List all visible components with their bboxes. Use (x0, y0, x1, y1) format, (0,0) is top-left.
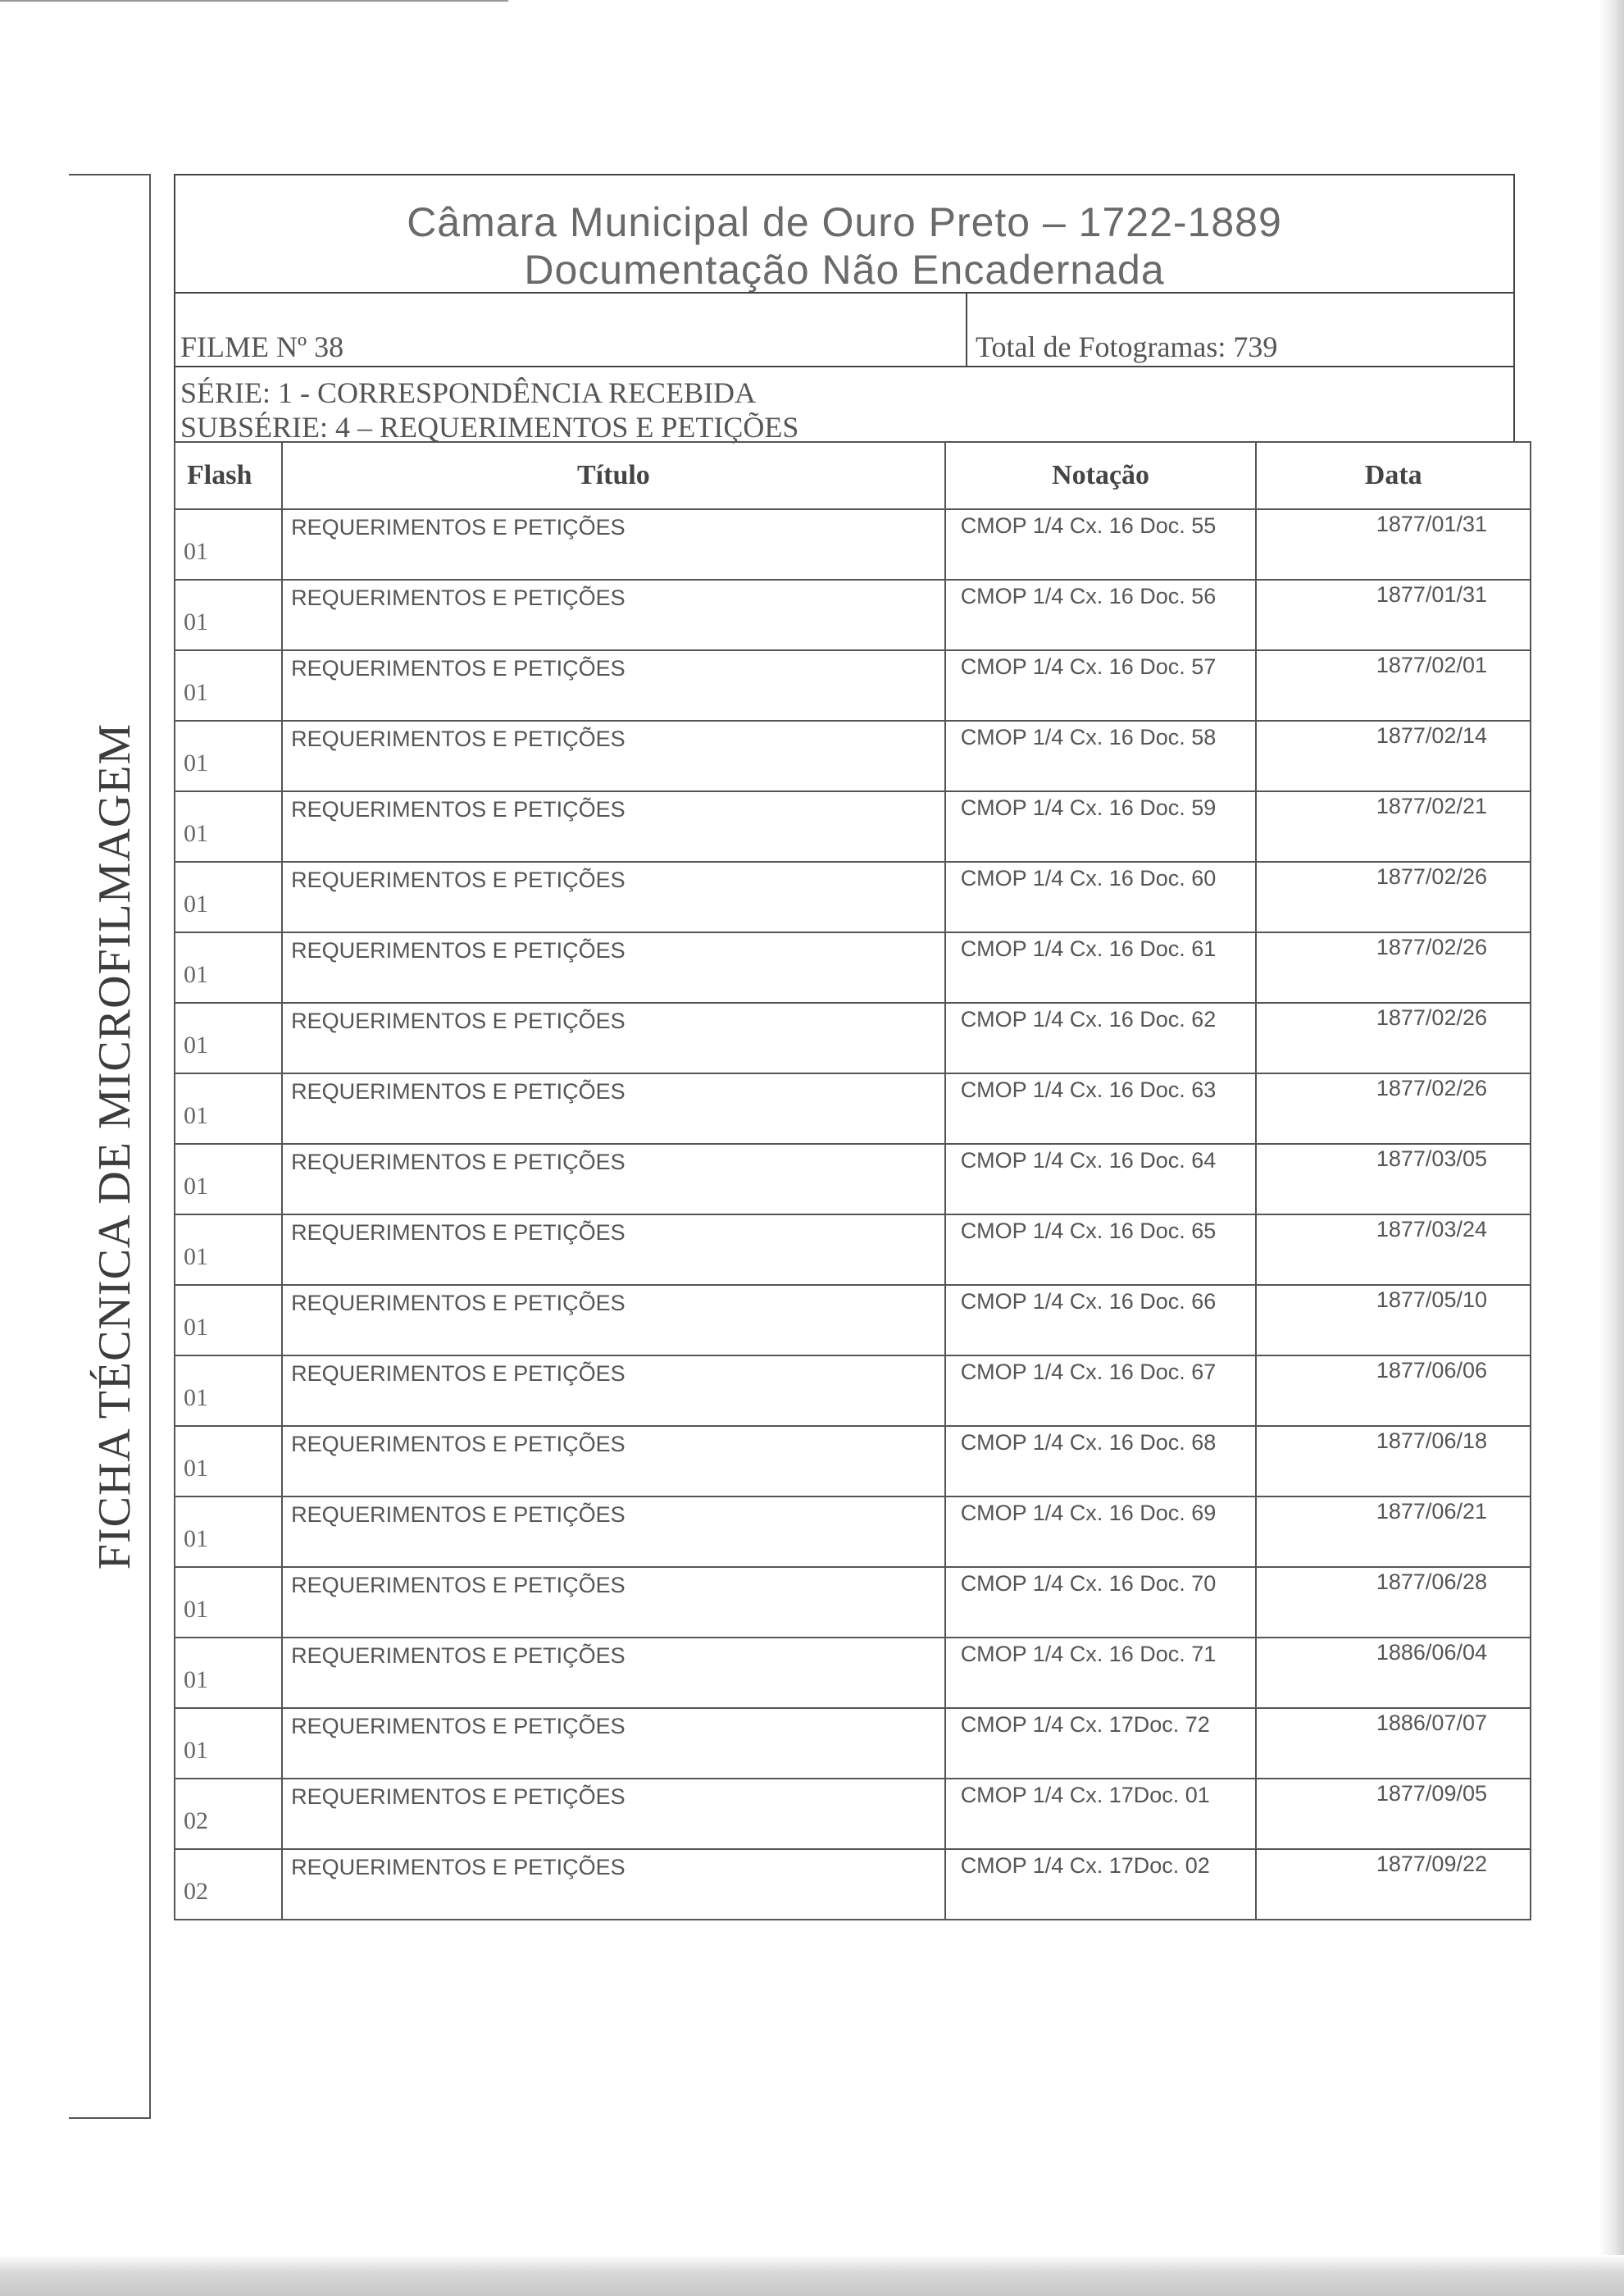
cell-titulo (282, 1567, 945, 1638)
cell-notacao-text: CMOP 1/4 Cx. 16 Doc. 61 (960, 936, 1217, 961)
cell-flash-text: 01 (184, 1737, 208, 1764)
cell-flash-text: 01 (184, 961, 208, 988)
table-row (175, 791, 1531, 862)
cell-flash-text: 01 (184, 749, 208, 777)
cell-flash-text: 01 (184, 608, 208, 636)
cell-titulo (282, 791, 945, 862)
cell-notacao-text: CMOP 1/4 Cx. 17Doc. 01 (960, 1783, 1210, 1807)
table-row (175, 862, 1531, 932)
cell-notacao-text: CMOP 1/4 Cx. 16 Doc. 55 (960, 513, 1217, 538)
cell-flash (175, 650, 282, 721)
cell-notacao-text: CMOP 1/4 Cx. 17Doc. 02 (960, 1853, 1210, 1878)
cell-notacao (945, 1849, 1257, 1920)
cell-titulo-text: REQUERIMENTOS E PETIÇÕES (291, 656, 625, 681)
cell-flash-text: 01 (184, 679, 208, 706)
cell-titulo-text: REQUERIMENTOS E PETIÇÕES (291, 797, 625, 822)
cell-titulo (282, 1214, 945, 1285)
cell-titulo-text: REQUERIMENTOS E PETIÇÕES (291, 1361, 625, 1386)
cell-notacao-text: CMOP 1/4 Cx. 16 Doc. 70 (960, 1571, 1217, 1596)
cell-data (1256, 580, 1531, 650)
cell-data-text: 1877/06/21 (1376, 1499, 1487, 1524)
cell-flash-text: 01 (184, 1314, 208, 1341)
cell-titulo (282, 1708, 945, 1779)
cell-titulo (282, 932, 945, 1003)
table-body (175, 509, 1531, 1920)
table-row (175, 1708, 1531, 1779)
cell-titulo (282, 862, 945, 932)
cell-notacao (945, 509, 1257, 580)
cell-titulo-text: REQUERIMENTOS E PETIÇÕES (291, 585, 625, 610)
cell-data (1256, 932, 1531, 1003)
table-row (175, 1285, 1531, 1355)
cell-notacao (945, 1285, 1257, 1355)
table-row (175, 1426, 1531, 1496)
cell-data-text: 1877/02/26 (1376, 1005, 1487, 1030)
cell-data (1256, 1144, 1531, 1214)
cell-titulo-text: REQUERIMENTOS E PETIÇÕES (291, 1643, 625, 1668)
cell-notacao-text: CMOP 1/4 Cx. 16 Doc. 64 (960, 1148, 1217, 1173)
table-row (175, 1638, 1531, 1708)
cell-notacao (945, 791, 1257, 862)
cell-flash (175, 1496, 282, 1567)
cell-notacao (945, 580, 1257, 650)
cell-notacao-text: CMOP 1/4 Cx. 16 Doc. 66 (960, 1289, 1217, 1314)
cell-notacao-text: CMOP 1/4 Cx. 16 Doc. 58 (960, 725, 1217, 749)
cell-flash (175, 1567, 282, 1638)
table-row (175, 1849, 1531, 1920)
table-header-row (175, 442, 1531, 509)
cell-flash-text: 01 (184, 1525, 208, 1552)
cell-titulo (282, 1779, 945, 1849)
cell-flash-text: 01 (184, 820, 208, 847)
cell-flash (175, 1779, 282, 1849)
cell-flash-text: 01 (184, 1666, 208, 1693)
cell-titulo (282, 1073, 945, 1144)
cell-flash-text: 01 (184, 1384, 208, 1411)
series-info (174, 367, 1515, 444)
table-row (175, 932, 1531, 1003)
cell-flash-text: 01 (184, 1455, 208, 1482)
column-header-data: Data (1256, 442, 1531, 509)
cell-titulo-text: REQUERIMENTOS E PETIÇÕES (291, 1291, 625, 1315)
cell-data-text: 1877/02/26 (1376, 864, 1487, 889)
table-row (175, 580, 1531, 650)
cell-titulo (282, 580, 945, 650)
cell-flash-text: 01 (184, 1032, 208, 1059)
cell-titulo-text: REQUERIMENTOS E PETIÇÕES (291, 938, 625, 963)
table-row (175, 1144, 1531, 1214)
cell-data-text: 1877/02/14 (1376, 723, 1487, 748)
cell-data (1256, 1214, 1531, 1285)
cell-data-text: 1877/03/05 (1376, 1146, 1487, 1171)
scan-shadow-bottom (0, 2255, 1624, 2296)
cell-flash (175, 1638, 282, 1708)
cell-data-text: 1877/06/06 (1376, 1358, 1487, 1383)
cell-titulo-text: REQUERIMENTOS E PETIÇÕES (291, 1855, 625, 1879)
cell-data-text: 1877/02/21 (1376, 794, 1487, 818)
cell-data (1256, 1496, 1531, 1567)
cell-titulo (282, 1426, 945, 1496)
subserie-label: SUBSÉRIE: 4 – REQUERIMENTOS E PETIÇÕES (180, 411, 799, 444)
cell-notacao (945, 1638, 1257, 1708)
cell-flash-text: 01 (184, 891, 208, 918)
cell-notacao-text: CMOP 1/4 Cx. 16 Doc. 62 (960, 1007, 1217, 1032)
cell-flash (175, 1426, 282, 1496)
cell-flash (175, 1073, 282, 1144)
form-title: Câmara Municipal de Ouro Preto – 1722-1889 (407, 199, 1282, 245)
cell-data (1256, 509, 1531, 580)
cell-notacao (945, 1003, 1257, 1073)
cell-notacao (945, 932, 1257, 1003)
cell-data-text: 1886/06/04 (1376, 1640, 1487, 1665)
table-row (175, 721, 1531, 791)
cell-flash-text: 01 (184, 1102, 208, 1129)
side-label: FICHA TÉCNICA DE MICROFILMAGEM (89, 722, 140, 1570)
cell-flash-text: 02 (184, 1878, 208, 1905)
cell-notacao-text: CMOP 1/4 Cx. 17Doc. 72 (960, 1712, 1210, 1737)
cell-notacao-text: CMOP 1/4 Cx. 16 Doc. 60 (960, 866, 1217, 891)
cell-notacao (945, 1073, 1257, 1144)
scan-shadow-right (1599, 0, 1624, 2296)
cell-notacao-text: CMOP 1/4 Cx. 16 Doc. 69 (960, 1501, 1217, 1525)
cell-titulo-text: REQUERIMENTOS E PETIÇÕES (291, 1573, 625, 1597)
table-row (175, 650, 1531, 721)
cell-flash (175, 1003, 282, 1073)
cell-data (1256, 1426, 1531, 1496)
cell-titulo (282, 1496, 945, 1567)
cell-flash-text: 01 (184, 1596, 208, 1623)
film-info-row (174, 292, 1515, 367)
cell-notacao (945, 721, 1257, 791)
form-subtitle: Documentação Não Encadernada (524, 247, 1165, 293)
cell-notacao-text: CMOP 1/4 Cx. 16 Doc. 56 (960, 584, 1217, 608)
cell-notacao (945, 1779, 1257, 1849)
cell-data (1256, 791, 1531, 862)
column-header-flash: Flash (175, 442, 282, 509)
cell-titulo (282, 1355, 945, 1426)
cell-titulo-text: REQUERIMENTOS E PETIÇÕES (291, 1502, 625, 1527)
cell-titulo-text: REQUERIMENTOS E PETIÇÕES (291, 1784, 625, 1809)
cell-data (1256, 1003, 1531, 1073)
cell-flash (175, 791, 282, 862)
table-row (175, 1355, 1531, 1426)
cell-flash (175, 862, 282, 932)
cell-data (1256, 1073, 1531, 1144)
cell-data-text: 1877/01/31 (1376, 512, 1487, 536)
cell-notacao-text: CMOP 1/4 Cx. 16 Doc. 65 (960, 1219, 1217, 1243)
film-number: FILME Nº 38 (180, 330, 344, 363)
cell-data (1256, 1638, 1531, 1708)
cell-data-text: 1877/02/01 (1376, 653, 1487, 677)
cell-data (1256, 862, 1531, 932)
cell-data-text: 1877/06/18 (1376, 1428, 1487, 1453)
cell-titulo-text: REQUERIMENTOS E PETIÇÕES (291, 1220, 625, 1245)
cell-notacao-text: CMOP 1/4 Cx. 16 Doc. 59 (960, 795, 1217, 820)
cell-titulo (282, 1849, 945, 1920)
cell-notacao (945, 650, 1257, 721)
cell-notacao (945, 1355, 1257, 1426)
frames-total: Total de Fotogramas: 739 (976, 330, 1278, 363)
cell-titulo (282, 1144, 945, 1214)
cell-notacao-text: CMOP 1/4 Cx. 16 Doc. 57 (960, 654, 1217, 679)
cell-titulo-text: REQUERIMENTOS E PETIÇÕES (291, 515, 625, 540)
cell-flash (175, 932, 282, 1003)
cell-data-text: 1877/03/24 (1376, 1217, 1487, 1241)
cell-data-text: 1877/06/28 (1376, 1569, 1487, 1594)
cell-notacao (945, 1426, 1257, 1496)
cell-data-text: 1886/07/07 (1376, 1711, 1487, 1735)
cell-flash (175, 1285, 282, 1355)
scan-top-rule (0, 0, 508, 2)
cell-notacao (945, 1708, 1257, 1779)
table-row (175, 1496, 1531, 1567)
column-header-titulo: Título (282, 442, 945, 509)
cell-notacao (945, 1144, 1257, 1214)
cell-data-text: 1877/05/10 (1376, 1287, 1487, 1312)
cell-notacao (945, 862, 1257, 932)
cell-titulo-text: REQUERIMENTOS E PETIÇÕES (291, 1432, 625, 1456)
cell-notacao (945, 1214, 1257, 1285)
cell-titulo (282, 650, 945, 721)
cell-titulo-text: REQUERIMENTOS E PETIÇÕES (291, 1009, 625, 1033)
cell-titulo-text: REQUERIMENTOS E PETIÇÕES (291, 868, 625, 892)
table-row (175, 1003, 1531, 1073)
cell-flash (175, 1708, 282, 1779)
cell-flash-text: 01 (184, 1173, 208, 1200)
table-row (175, 1214, 1531, 1285)
table-row (175, 1779, 1531, 1849)
cell-notacao-text: CMOP 1/4 Cx. 16 Doc. 67 (960, 1360, 1217, 1384)
form-header (174, 174, 1515, 292)
cell-notacao (945, 1496, 1257, 1567)
cell-titulo (282, 1285, 945, 1355)
table-row (175, 1073, 1531, 1144)
cell-titulo (282, 509, 945, 580)
cell-flash (175, 1849, 282, 1920)
cell-data-text: 1877/09/05 (1376, 1781, 1487, 1806)
table-row (175, 509, 1531, 580)
cell-flash (175, 580, 282, 650)
column-header-notacao: Notação (945, 442, 1257, 509)
cell-flash-text: 01 (184, 1243, 208, 1270)
cell-flash (175, 721, 282, 791)
cell-flash (175, 1144, 282, 1214)
cell-titulo-text: REQUERIMENTOS E PETIÇÕES (291, 727, 625, 751)
table-row (175, 1567, 1531, 1638)
cell-flash (175, 1214, 282, 1285)
cell-data (1256, 1567, 1531, 1638)
cell-titulo-text: REQUERIMENTOS E PETIÇÕES (291, 1079, 625, 1104)
cell-notacao-text: CMOP 1/4 Cx. 16 Doc. 63 (960, 1077, 1217, 1102)
cell-notacao-text: CMOP 1/4 Cx. 16 Doc. 71 (960, 1642, 1217, 1666)
documents-table (174, 441, 1531, 1920)
cell-titulo-text: REQUERIMENTOS E PETIÇÕES (291, 1714, 625, 1738)
cell-flash-text: 02 (184, 1807, 208, 1834)
cell-flash (175, 1355, 282, 1426)
cell-data (1256, 721, 1531, 791)
cell-data (1256, 1779, 1531, 1849)
cell-titulo (282, 1003, 945, 1073)
cell-data (1256, 1355, 1531, 1426)
cell-notacao (945, 1567, 1257, 1638)
cell-titulo-text: REQUERIMENTOS E PETIÇÕES (291, 1150, 625, 1174)
cell-data-text: 1877/02/26 (1376, 1076, 1487, 1100)
cell-data-text: 1877/02/26 (1376, 935, 1487, 959)
cell-titulo (282, 721, 945, 791)
film-divider (966, 294, 967, 367)
cell-data (1256, 1285, 1531, 1355)
cell-data (1256, 1849, 1531, 1920)
cell-data-text: 1877/01/31 (1376, 582, 1487, 607)
cell-data-text: 1877/09/22 (1376, 1852, 1487, 1876)
serie-label: SÉRIE: 1 - CORRESPONDÊNCIA RECEBIDA (180, 376, 757, 409)
cell-flash-text: 01 (184, 538, 208, 565)
cell-notacao-text: CMOP 1/4 Cx. 16 Doc. 68 (960, 1430, 1217, 1455)
cell-flash (175, 509, 282, 580)
cell-data (1256, 650, 1531, 721)
cell-titulo (282, 1638, 945, 1708)
cell-data (1256, 1708, 1531, 1779)
